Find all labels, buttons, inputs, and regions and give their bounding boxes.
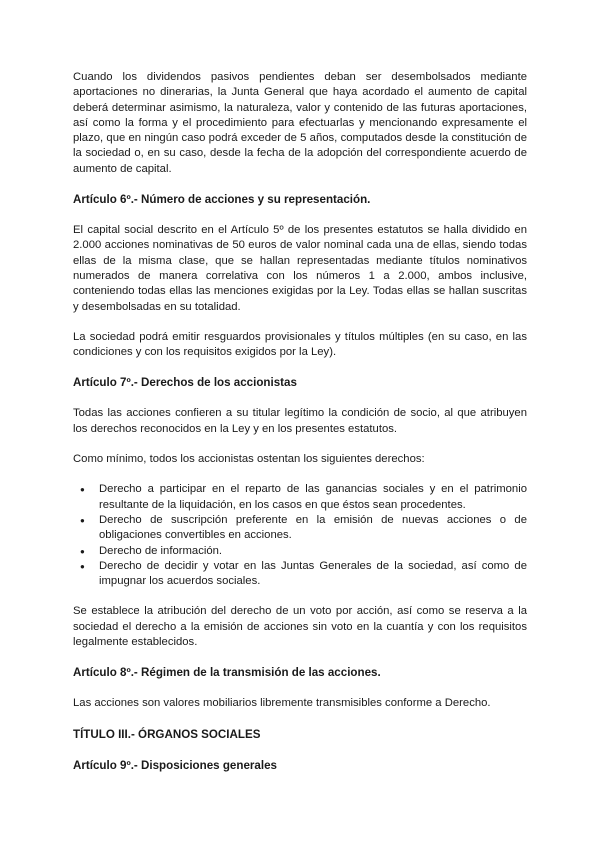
article-6-paragraph-2: La sociedad podrá emitir resguardos provisionales y títulos múltiples (en su caso, en las condiciones y con los requisitos exigidos por la Ley).: [73, 330, 527, 359]
article-8-paragraph-1: Las acciones son valores mobiliarios libremente transmisibles conforme a Derecho.: [73, 697, 491, 710]
article-7-paragraph-2: Como mínimo, todos los accionistas ostentan los siguientes derechos:: [73, 453, 425, 466]
list-item: ● Derecho de suscripción preferente en la emisión de nuevas acciones o de obligaciones convertibles en acciones.: [73, 513, 527, 544]
list-item: ● Derecho de información.: [73, 544, 527, 559]
list-item: ● Derecho a participar en el reparto de las ganancias sociales y en el patrimonio resultante de la liquidación, en los casos en que éstos sean procedentes.: [73, 482, 527, 513]
document-page: [73, 70, 527, 789]
article-7-paragraph-3: Se establece la atribución del derecho de un voto por acción, así como se reserva a la sociedad el derecho a la emisión de acciones sin voto en la cuantía y con los requisitos legalmente establecidos.: [73, 605, 527, 649]
rights-list: [73, 482, 527, 589]
article-9-heading: Artículo 9º.- Disposiciones generales: [73, 758, 277, 772]
article-7-paragraph-1: Todas las acciones confieren a su titular legítimo la condición de socio, al que atribuyen los derechos reconocidos en la Ley y en los presentes estatutos.: [73, 407, 527, 435]
paragraph-dividendos: Cuando los dividendos pasivos pendientes deban ser desembolsados mediante aportaciones no dinerarias, la Junta General que haya acordado el aumento de capital deberá determinar asimismo, la naturaleza, valor y contenido de las futuras aportaciones, así como la forma y el procedimiento para efectuarlas y mencionando expresamente el plazo, que en ningún caso podrá exceder de 5 años, computados desde la constitución de la sociedad o, en su caso, desde la fecha de la adopción del correspondiente acuerdo de aumento de capital.: [73, 71, 527, 175]
title-3-heading: TÍTULO III.- ÓRGANOS SOCIALES: [73, 727, 261, 741]
article-8-heading: Artículo 8º.- Régimen de la transmisión de las acciones.: [73, 666, 381, 680]
article-6-paragraph-1: El capital social descrito en el Artículo 5º de los presentes estatutos se halla dividido en 2.000 acciones nominativas de 50 euros de valor nominal cada una de ellas, siendo todas ellas de la misma clase, que se hallan representadas mediante títulos nominativos numerados de manera correlativa con los números 1 a 2.000, ambos inclusive, conteniendo todas ellas las menciones exigidas por la Ley. Todas ellas se hallan suscritas y desembolsadas en su totalidad.: [73, 224, 527, 313]
list-item: ● Derecho de decidir y votar en las Juntas Generales de la sociedad, así como de impugnar los acuerdos sociales.: [73, 559, 527, 590]
article-7-heading: Artículo 7º.- Derechos de los accionistas: [73, 376, 297, 390]
article-6-heading: Artículo 6º.- Número de acciones y su representación.: [73, 193, 371, 207]
